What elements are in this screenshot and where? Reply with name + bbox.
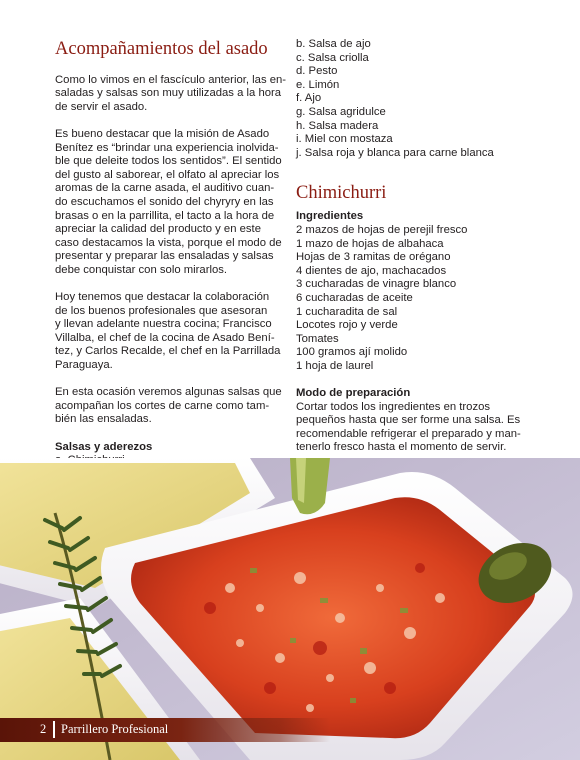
sauce-list-item: g. Salsa agridulce (296, 105, 386, 118)
sauce-list-item: i. Miel con mostaza (296, 133, 393, 146)
section-title-accompaniments: Acompañamientos del asado (55, 39, 268, 59)
sauces-heading: Salsas y aderezos (55, 440, 153, 453)
ingredients-list (296, 224, 536, 374)
sauce-list-item: h. Salsa madera (296, 119, 379, 132)
sauce-list-item: b. Salsa de ajo (296, 38, 371, 50)
right-column (296, 38, 536, 455)
sauce-list-item: d. Pesto (296, 65, 338, 78)
sauce-list (296, 38, 536, 160)
publication-name: Parrillero Profesional (61, 722, 169, 736)
left-column: Acompañamientos del asado Como lo vimos en el fascículo anterior, las en- saladas y salsas son muy utilizadas a la hora de servir el asado. Es bueno destacar que la misión de Asado Benítez es “brindar una experiencia inolvida- ble que deleite todos los sentidos”. El sentido del gusto al saborear, el olfato al apreciar los aromas de la carne asada, el auditivo cuan- do escuchamos el sonido del chyryry en las brasas o en la parrillita, el tacto a la hora de apreciar la calidad del producto y en este caso destacamos la vista, porque el modo de presentar y preparar las ensaladas y salsas debe conquistar con solo mirarlos. Hoy tenemos que destacar la colaboración de los buenos profesionales que asesoran y llevan adelante nuestra cocina; Francisco Villalba, el chef de la cocina de Asado Bení- tez, y Carlos Recalde, el chef en la Parrillada Paraguaya. En esta ocasión veremos algunas salsas que acompañan los cortes de carne como tam- bién las ensaladas. Salsas y aderezos (55, 38, 287, 468)
sauce-list-item: e. Limón (296, 78, 340, 91)
ingredient-item: 2 mazos de hojas de perejil fresco (296, 223, 468, 236)
ingredient-item: 3 cucharadas de vinagre blanco (296, 278, 457, 291)
sauce-bowls-photo (0, 458, 580, 760)
sauce-list-item: f. Ajo (296, 92, 322, 105)
ingredient-item: Locotes rojo y verde (296, 319, 398, 332)
ingredient-item: 6 cucharadas de aceite (296, 291, 413, 304)
page-number: 2 (40, 722, 47, 736)
ingredient-item: 4 dientes de ajo, machacados (296, 264, 447, 277)
ingredient-item: 1 hoja de laurel (296, 359, 374, 372)
footer-divider (53, 721, 55, 738)
ingredient-item: Hojas de 3 ramitas de orégano (296, 251, 451, 264)
ingredients-heading: Ingredientes (296, 210, 364, 223)
ingredient-item: Tomates (296, 332, 339, 345)
section-title-chimichurri: Chimichurri (296, 183, 387, 204)
ingredient-item: 1 cucharadita de sal (296, 305, 398, 318)
ingredient-item: 1 mazo de hojas de albahaca (296, 237, 444, 250)
page-footer (0, 718, 330, 742)
ingredient-item: 100 gramos ají molido (296, 346, 408, 359)
method-heading: Modo de preparación (296, 387, 411, 400)
method-text: Cortar todos los ingredientes en trozos pequeños hasta que ser forme una salsa. Es recomendable refrigerar el preparado y man- tenerlo fresco hasta el momento de servir. (296, 400, 521, 454)
sauce-list-item: j. Salsa roja y blanca para carne blanca (296, 146, 494, 159)
sauce-list-item: c. Salsa criolla (296, 51, 369, 64)
